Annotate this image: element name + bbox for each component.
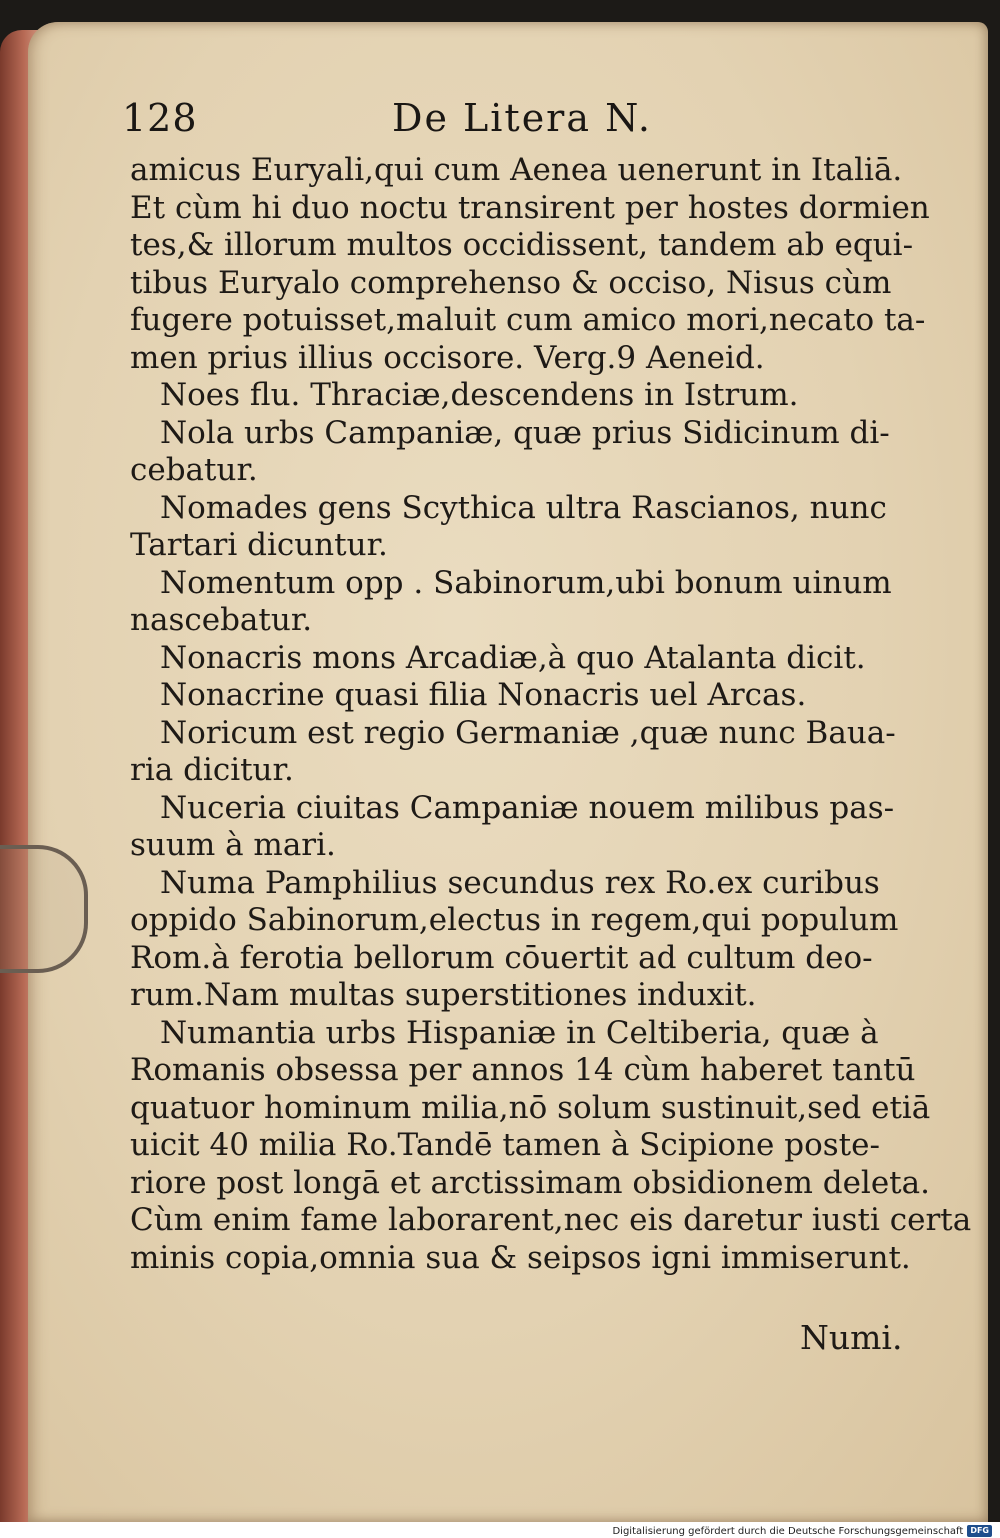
entry-first-line: Numa Pamphilius secundus rex Ro.ex curibus [160,864,880,901]
text-line: Tartari dicuntur. [130,527,388,563]
text-line: ria dicitur. [130,752,294,788]
text-line: nascebatur. [130,602,313,638]
catchword: Numi. [800,1318,903,1357]
entry-first-line: Noes flu. Thraciæ,descendens in Istrum. [160,377,799,413]
credit-text: Digitalisierung gefördert durch die Deutsche Forschungsgemeinschaft [612,1525,964,1537]
entry-first-line: Nonacris mons Arcadiæ,à quo Atalanta dicit. [160,639,866,676]
dfg-logo: DFG [967,1525,992,1537]
text-line: uicit 40 milia Ro.Tandē tamen à Scipione poste- [130,1127,880,1163]
text-line: cebatur. [130,452,258,488]
text-line: fugere potuisset,maluit cum amico mori,necato ta- [130,302,926,338]
entry-first-line: Nola urbs Campaniæ, quæ prius Sidicinum di- [160,414,890,451]
text-line: riore post longā et arctissimam obsidionem deleta. [130,1164,930,1201]
text-line: quatuor hominum milia,nō solum sustinuit,sed etiā [130,1089,931,1126]
text-line: minis copia,omnia sua & seipsos igni immiserunt. [130,1239,911,1276]
text-line: amicus Euryali,qui cum Aenea uenerunt in Italiā. [130,152,903,188]
text-line: suum à mari. [130,827,336,863]
entry-first-line: Numantia urbs Hispaniæ in Celtiberia, quæ à [160,1014,879,1051]
running-title: De Litera N. [392,96,652,140]
text-line: tes,& illorum multos occidissent, tandem ab equi- [130,227,914,263]
entry-first-line: Nomades gens Scythica ultra Rascianos, nunc [160,489,887,526]
digitization-credit [612,1524,992,1538]
page-header [122,96,722,148]
entry-first-line: Nuceria ciuitas Campaniæ nouem milibus pas- [160,789,895,826]
text-line: Rom.à ferotia bellorum cōuertit ad cultum deo- [130,939,873,976]
page-number: 128 [122,96,198,140]
page-clip [0,845,88,973]
text-line: Et cùm hi duo noctu transirent per hostes dormien [130,189,930,226]
text-line: oppido Sabinorum,electus in regem,qui populum [130,902,899,938]
entry-first-line: Nonacrine quasi filia Nonacris uel Arcas. [160,677,807,713]
text-body [130,152,972,1277]
text-line: Romanis obsessa per annos 14 cùm haberet tantū [130,1052,916,1088]
entry-first-line: Nomentum opp . Sabinorum,ubi bonum uinum [160,564,892,601]
text-line: Cùm enim fame laborarent,nec eis daretur iusti certa [130,1202,972,1238]
text-line: tibus Euryalo comprehenso & occiso, Nisus cùm [130,264,892,301]
text-line: rum.Nam multas superstitiones induxit. [130,977,757,1013]
text-line: men prius illius occisore. Verg.9 Aeneid. [130,339,765,376]
entry-first-line: Noricum est regio Germaniæ ,quæ nunc Baua- [160,714,896,751]
